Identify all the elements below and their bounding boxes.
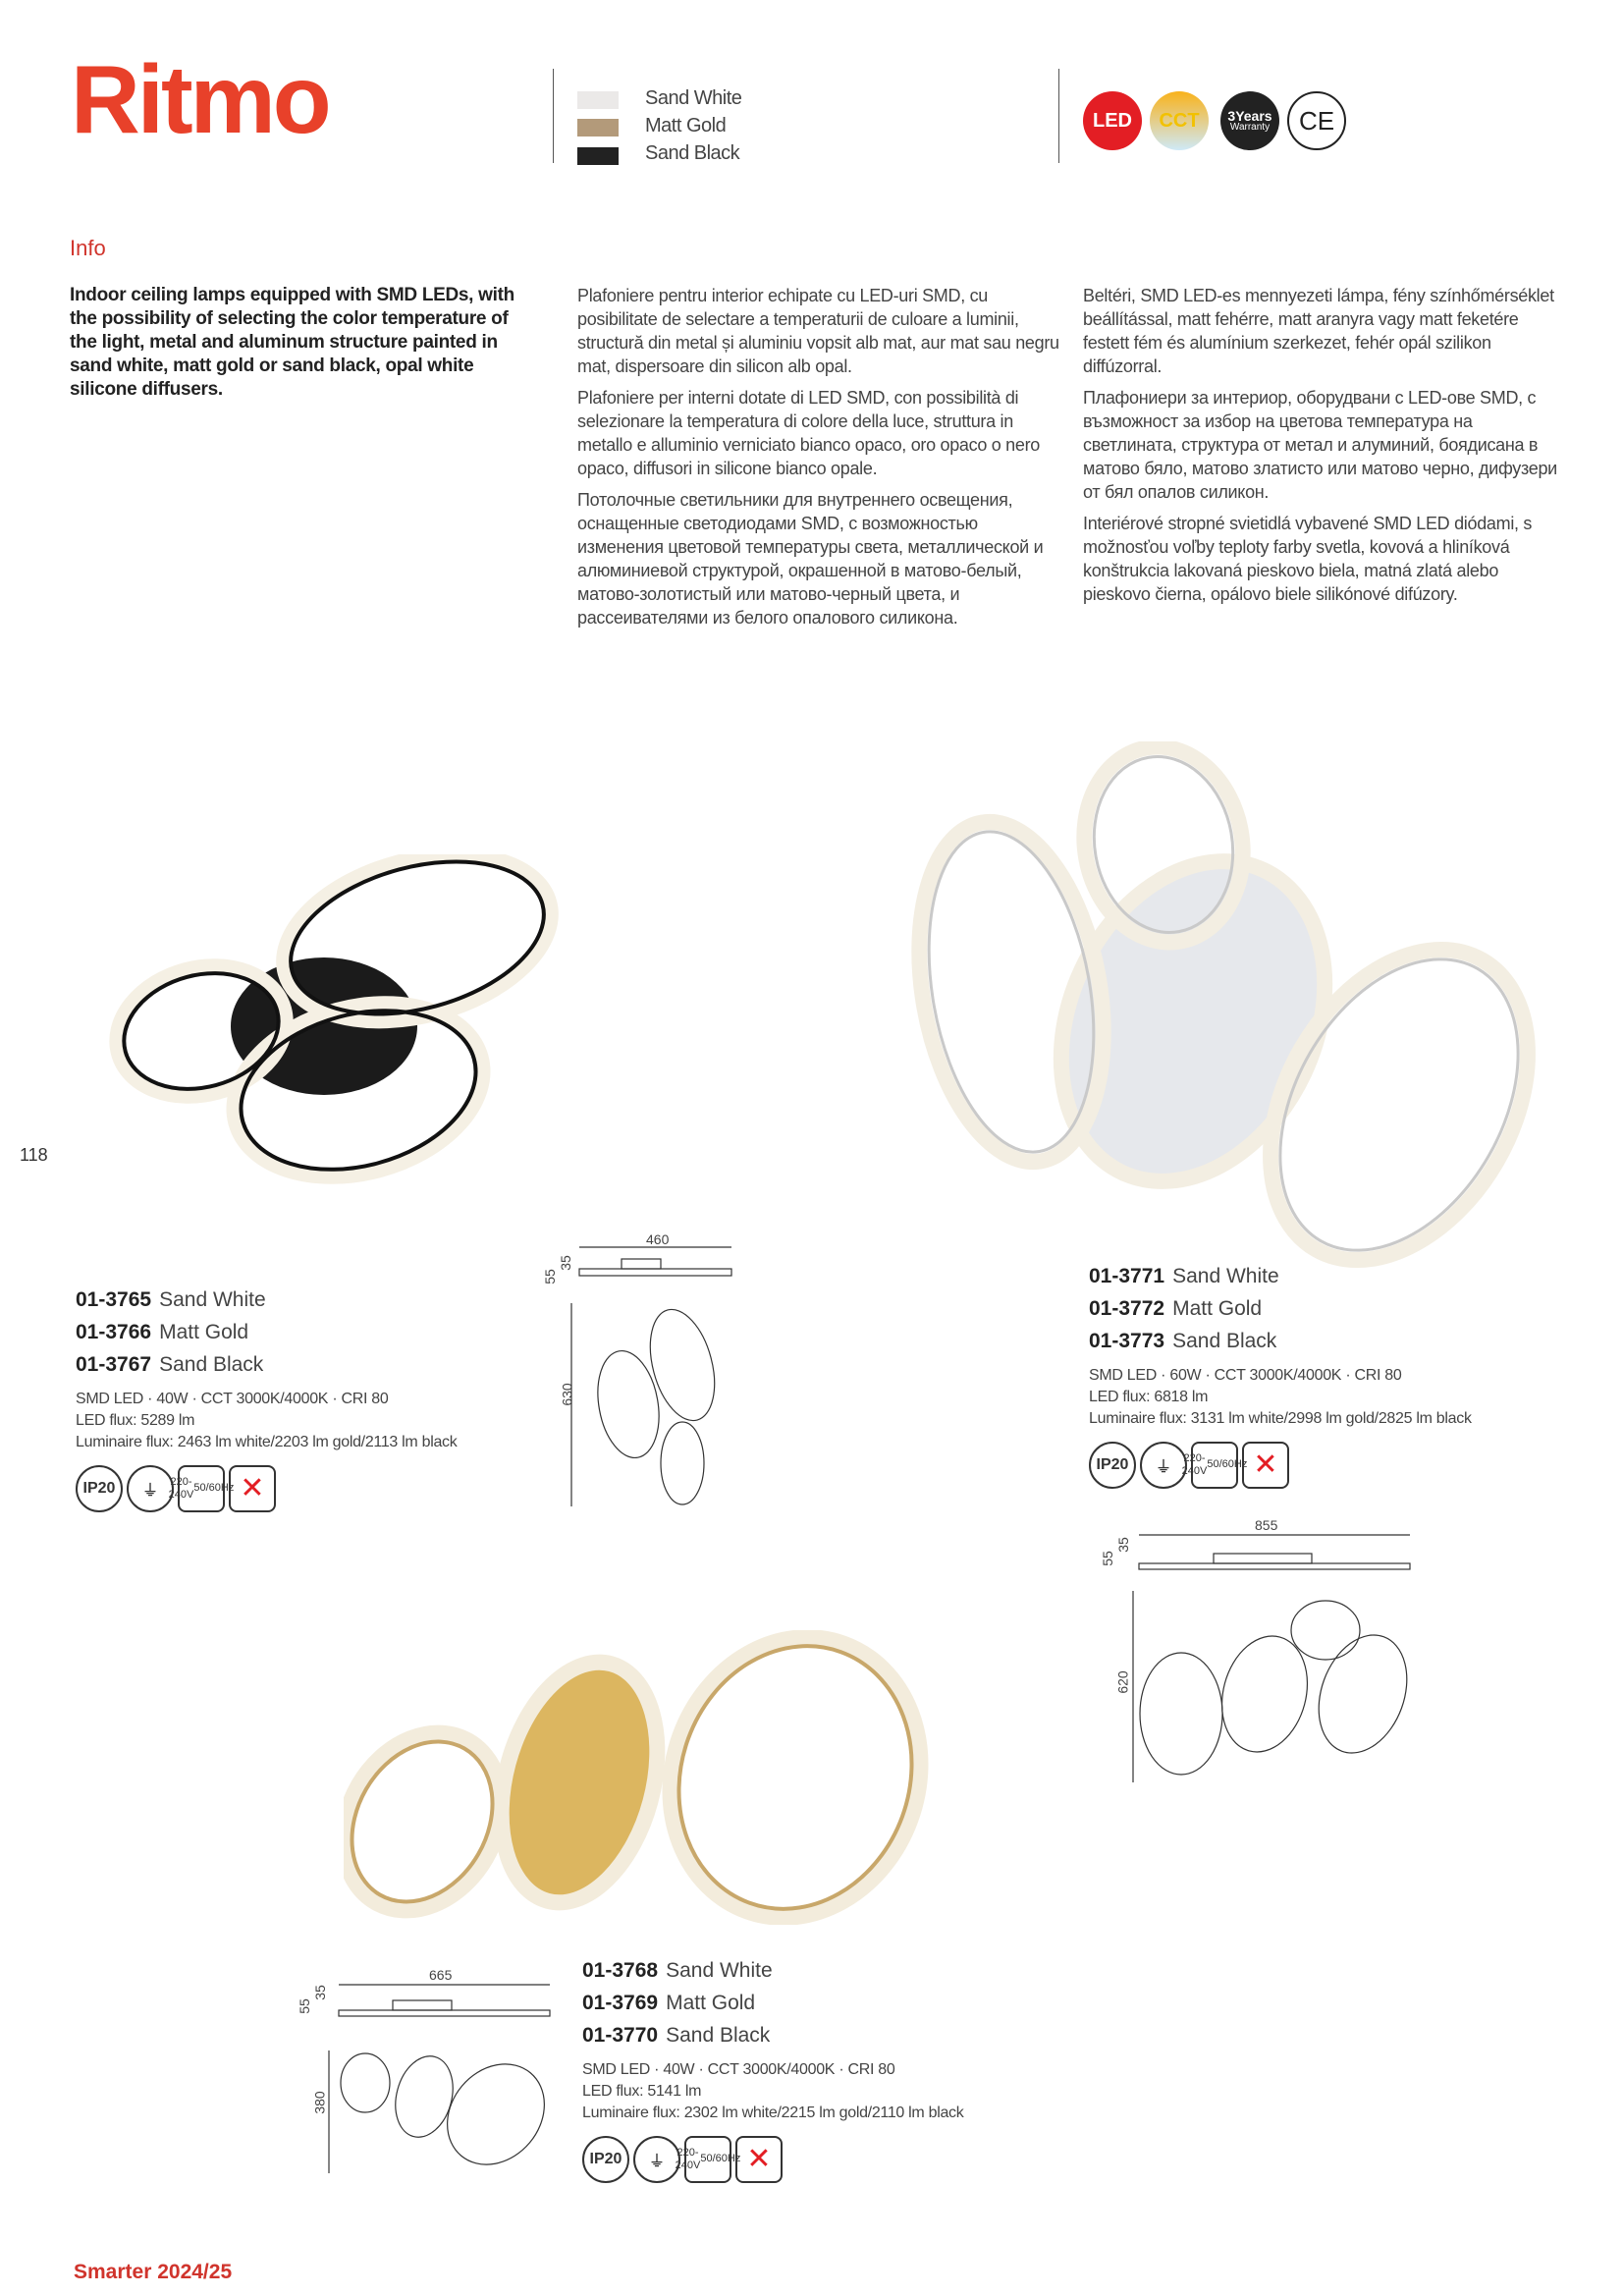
variant-row [582, 2019, 963, 2051]
dim-width: 855 [1255, 1517, 1278, 1533]
luminaire-flux: Luminaire flux: 2463 lm white/2203 lm gold/2113 lm black [76, 1434, 458, 1450]
spec: SMD LED · 60W · CCT 3000K/4000K · CRI 80 [1089, 1367, 1402, 1384]
finish: Matt Gold [159, 1321, 249, 1343]
ground-icon: ⏚ [127, 1465, 174, 1512]
finish: Matt Gold [1172, 1297, 1263, 1320]
drawing-1 [540, 1230, 746, 1509]
ground-icon: ⏚ [633, 2136, 680, 2183]
warranty-label: Warranty [1229, 122, 1271, 133]
swatch-matt-gold [577, 119, 619, 137]
ip20-icon: IP20 [76, 1465, 123, 1512]
finish: Sand White [666, 1959, 773, 1982]
voltage-icon [675, 2136, 741, 2183]
variant-row [76, 1284, 457, 1316]
ground-icon: ⏚ [1140, 1442, 1187, 1489]
finish: Matt Gold [666, 1992, 756, 2014]
led-flux: LED flux: 6818 lm [1089, 1389, 1209, 1405]
spec: SMD LED · 40W · CCT 3000K/4000K · CRI 80 [582, 2061, 895, 2078]
product-code: 01-3769 [582, 1992, 659, 2014]
variant-row [76, 1316, 457, 1348]
dim-height: 35 [1114, 1537, 1131, 1553]
finish-label: Sand Black [645, 142, 740, 164]
no-dimmer-icon: ✕ [229, 1465, 276, 1512]
finish: Sand White [159, 1288, 266, 1311]
info-ro: Plafoniere pentru interior echipate cu LED-uri SMD, cu posibilitate de selectare a temperaturii de culoare a luminii, structură din metal și aluminiu vopsit alb mat, aur mat sau negru mat, dispersoare din silicon alb opal. [577, 286, 1059, 376]
dim-height: 55 [296, 1998, 312, 2014]
voltage: 220-240V [1181, 1451, 1208, 1477]
info-it: Plafoniere per interni dotate di LED SMD, con possibilità di selezionare la temperatura di colore della luce, struttura in metallo e alluminio verniciato bianco opaco, oro opaco o nero opaco, diffusori in silicone bianco opale. [577, 388, 1040, 478]
voltage: 220-240V [675, 2146, 701, 2171]
warranty-badge [1220, 91, 1279, 150]
variant-row [1089, 1292, 1472, 1325]
cct-badge: CCT [1150, 91, 1209, 150]
warranty-years: 3Years [1227, 108, 1272, 124]
product-code: 01-3765 [76, 1288, 152, 1311]
footer-title: Smarter 2024/25 [74, 2261, 233, 2283]
ip20-icon: IP20 [1089, 1442, 1136, 1489]
dim-height: 55 [1099, 1551, 1115, 1566]
swatch-sand-white [577, 91, 619, 109]
finish-label: Sand White [645, 87, 742, 109]
finish-label: Matt Gold [645, 115, 727, 137]
product-code: 01-3767 [76, 1353, 152, 1376]
page-number: 118 [20, 1145, 48, 1165]
led-flux: LED flux: 5289 lm [76, 1412, 195, 1429]
product-code: 01-3771 [1089, 1265, 1165, 1287]
info-column-2 [577, 284, 1063, 637]
drawing-2 [1098, 1517, 1422, 1787]
variant-row [582, 1987, 963, 2019]
ce-badge: CE [1287, 91, 1346, 150]
divider [553, 69, 554, 163]
variant-row [76, 1348, 457, 1381]
led-badge: LED [1083, 91, 1142, 150]
drawing-3 [295, 1967, 555, 2178]
finish: Sand Black [159, 1353, 264, 1376]
dim-height: 35 [557, 1255, 573, 1271]
voltage-icon [168, 1465, 235, 1512]
info-bg: Плафониери за интериор, оборудвани с LED-ове SMD, с възможност за избор на цветова температура на светлината, структура от метал и алуминий, боядисана в матово бяло, матово златисто или матово черно, дифузери от бял опалов силикон. [1083, 388, 1557, 502]
product-image-black [108, 854, 569, 1198]
no-dimmer-icon: ✕ [735, 2136, 783, 2183]
product-1-info [76, 1284, 457, 1512]
frequency: 50/60Hz [1207, 1458, 1248, 1471]
info-column-3 [1083, 284, 1569, 614]
dim-width: 460 [646, 1231, 670, 1247]
product-code: 01-3770 [582, 2024, 659, 2047]
variant-row [1089, 1325, 1472, 1357]
voltage-icon [1181, 1442, 1248, 1489]
frequency: 50/60Hz [193, 1482, 235, 1495]
ip20-icon: IP20 [582, 2136, 629, 2183]
info-sk: Interiérové stropné svietidlá vybavené SMD LED diódami, s možnosťou voľby teploty farby svetla, kovová a hliníková konštrukcia lakovaná pieskovo biela, matná zlatá alebo pieskovo čierna, opálovo biele silikónové difúzory. [1083, 514, 1533, 604]
info-hu: Beltéri, SMD LED-es mennyezeti lámpa, fény színhőmérséklet beállítással, matt fehérre, matt aranyra vagy matt feketére festett fém és alumínium szerkezet, fehér opál szilikon diffúzorral. [1083, 286, 1554, 376]
product-2-info [1089, 1260, 1472, 1489]
dim-length: 630 [559, 1383, 575, 1406]
finish: Sand Black [666, 2024, 771, 2047]
product-image-white [908, 741, 1537, 1291]
voltage: 220-240V [168, 1475, 194, 1501]
info-en: Indoor ceiling lamps equipped with SMD LEDs, with the possibility of selecting the color temperature of the light, metal and aluminum structure painted in sand white, matt gold or sand black, opal white silicone diffusers. [70, 285, 514, 400]
frequency: 50/60Hz [700, 2153, 741, 2165]
dim-width: 665 [429, 1967, 453, 1983]
product-code: 01-3766 [76, 1321, 152, 1343]
spec: SMD LED · 40W · CCT 3000K/4000K · CRI 80 [76, 1391, 389, 1407]
variant-row [1089, 1260, 1472, 1292]
product-3-info [582, 1954, 963, 2183]
product-code: 01-3768 [582, 1959, 659, 1982]
dim-height: 55 [541, 1269, 558, 1285]
led-flux: LED flux: 5141 lm [582, 2083, 702, 2100]
divider [1058, 69, 1059, 163]
no-dimmer-icon: ✕ [1242, 1442, 1289, 1489]
swatch-sand-black [577, 147, 619, 165]
dim-length: 380 [311, 2091, 328, 2114]
dim-height: 35 [311, 1985, 328, 2000]
luminaire-flux: Luminaire flux: 3131 lm white/2998 lm gold/2825 lm black [1089, 1410, 1472, 1427]
product-image-gold [344, 1630, 933, 1925]
dim-length: 620 [1114, 1670, 1131, 1694]
brand-title: Ritmo [71, 45, 329, 153]
product-code: 01-3773 [1089, 1330, 1165, 1352]
product-code: 01-3772 [1089, 1297, 1165, 1320]
finish: Sand Black [1172, 1330, 1277, 1352]
info-ru: Потолочные светильники для внутреннего освещения, оснащенные светодиодами SMD, с возможностью изменения цветовой температуры света, металлической и алюминиевой структурой, окрашенной в матово-белый, матово-золотистый или матово-черный цвета, и рассеивателями из белого опалового силикона. [577, 490, 1044, 628]
finish: Sand White [1172, 1265, 1279, 1287]
luminaire-flux: Luminaire flux: 2302 lm white/2215 lm gold/2110 lm black [582, 2105, 964, 2121]
variant-row [582, 1954, 963, 1987]
info-heading: Info [70, 236, 106, 260]
